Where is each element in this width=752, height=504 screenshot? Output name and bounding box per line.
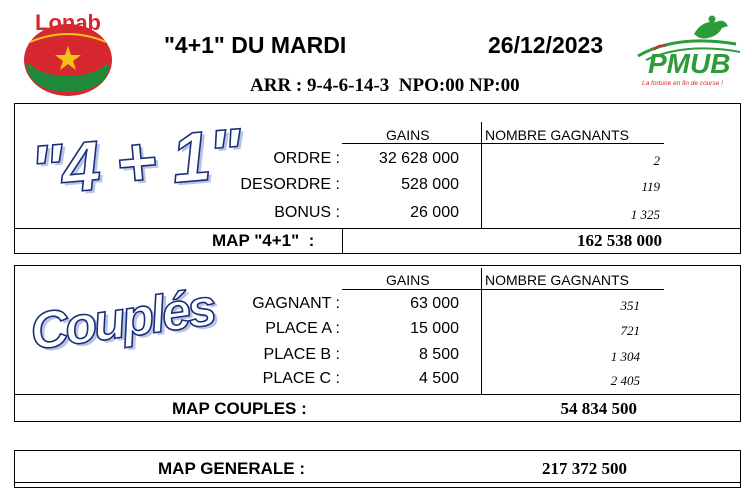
row-label: PLACE A : bbox=[265, 320, 340, 337]
pmub-tagline: La fortune en fin de course ! bbox=[642, 80, 723, 87]
row-gain: 528 000 bbox=[401, 176, 459, 193]
row-label: PLACE C : bbox=[262, 370, 340, 387]
row-gain: 63 000 bbox=[410, 295, 459, 312]
map-general-label: MAP GENERALE : bbox=[158, 459, 306, 478]
pmub-logo bbox=[636, 14, 742, 96]
row-count: 1 304 bbox=[610, 349, 640, 364]
arrival-result: ARR : 9-4-6-14-3 NPO:00 NP:00 bbox=[250, 75, 520, 96]
row-count: 721 bbox=[620, 323, 640, 338]
col-header-gains: GAINS bbox=[386, 127, 430, 143]
row-count: 2 405 bbox=[610, 373, 640, 388]
map-4plus1-value: 162 538 000 bbox=[577, 231, 662, 250]
pmub-logo-text: PMUB bbox=[648, 48, 731, 79]
row-label: DESORDRE : bbox=[240, 176, 340, 193]
row-gain: 15 000 bbox=[410, 320, 459, 337]
divider bbox=[14, 228, 741, 229]
row-gain: 26 000 bbox=[410, 204, 459, 221]
row-count: 351 bbox=[620, 298, 640, 313]
map-general-value: 217 372 500 bbox=[542, 459, 627, 478]
column-divider bbox=[481, 122, 482, 228]
row-count: 1 325 bbox=[630, 207, 660, 222]
column-divider bbox=[342, 228, 343, 254]
row-gain: 8 500 bbox=[418, 346, 459, 363]
draw-date: 26/12/2023 bbox=[488, 32, 604, 58]
badge-4plus1: "4 + 1" bbox=[27, 113, 244, 211]
row-label: PLACE B : bbox=[263, 346, 340, 363]
row-label: GAGNANT : bbox=[252, 295, 340, 312]
col-header-winners: NOMBRE GAGNANTS bbox=[485, 127, 629, 143]
row-label: ORDRE : bbox=[273, 150, 340, 167]
map-couples-label: MAP COUPLES : bbox=[172, 399, 307, 418]
row-gain: 4 500 bbox=[418, 370, 459, 387]
lonab-logo bbox=[20, 8, 116, 98]
row-gain: 32 628 000 bbox=[378, 150, 459, 167]
col-header-gains: GAINS bbox=[386, 272, 430, 288]
row-count: 2 bbox=[653, 153, 660, 168]
map-4plus1-label: MAP "4+1" : bbox=[212, 231, 315, 250]
header-divider bbox=[342, 143, 664, 144]
col-header-winners: NOMBRE GAGNANTS bbox=[485, 272, 629, 288]
row-label: BONUS : bbox=[274, 204, 340, 221]
divider bbox=[14, 394, 741, 395]
badge-couples: Couplés bbox=[26, 278, 218, 362]
header-divider bbox=[342, 289, 664, 290]
column-divider bbox=[481, 268, 482, 394]
lonab-logo-text: Lonab bbox=[35, 10, 101, 35]
divider bbox=[14, 482, 741, 483]
map-couples-value: 54 834 500 bbox=[560, 399, 637, 418]
row-count: 119 bbox=[641, 179, 660, 194]
page-title: "4+1" DU MARDI bbox=[164, 32, 347, 58]
